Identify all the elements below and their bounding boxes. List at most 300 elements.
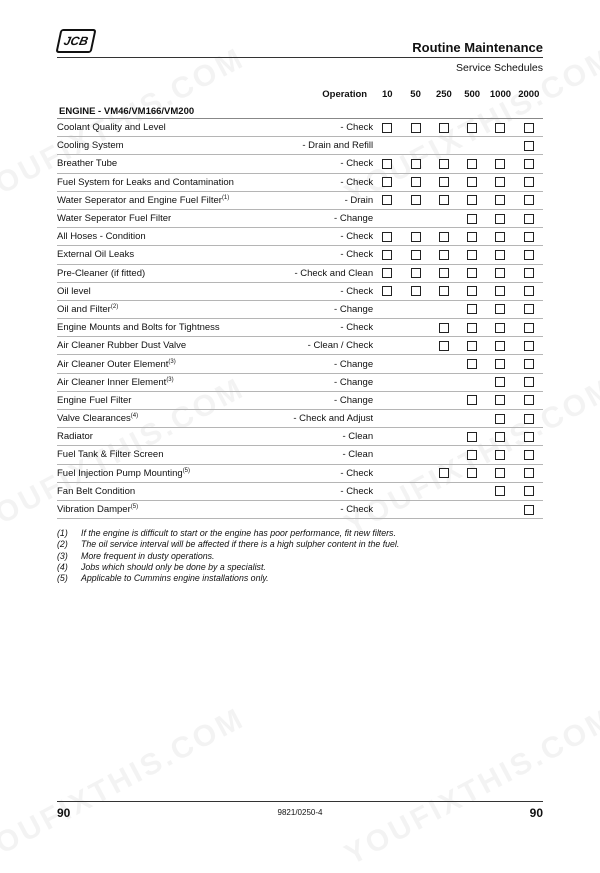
footnote-reference: (5) bbox=[130, 503, 139, 510]
checkbox-icon bbox=[439, 286, 449, 296]
operation-label: - Check and Clean bbox=[257, 264, 373, 282]
interval-cell bbox=[486, 282, 514, 300]
interval-cell bbox=[401, 155, 429, 173]
interval-cell bbox=[401, 373, 429, 391]
footnotes bbox=[57, 528, 399, 584]
interval-column-header: 500 bbox=[464, 88, 481, 100]
interval-cell bbox=[373, 137, 401, 155]
item-label: Breather Tube bbox=[57, 158, 118, 170]
checkbox-icon bbox=[382, 123, 392, 133]
maintenance-item bbox=[57, 282, 257, 300]
checkbox-icon bbox=[411, 286, 421, 296]
item-label: Valve Clearances bbox=[57, 413, 131, 425]
interval-cell bbox=[373, 500, 401, 518]
footnote-number: (2) bbox=[57, 539, 68, 550]
interval-cell bbox=[458, 428, 486, 446]
item-label: Air Cleaner Outer Element bbox=[57, 358, 169, 370]
operation-label: - Check bbox=[257, 319, 373, 337]
interval-cell bbox=[430, 500, 458, 518]
interval-cell bbox=[486, 300, 514, 318]
interval-cell bbox=[430, 228, 458, 246]
item-label: Coolant Quality and Level bbox=[57, 122, 166, 134]
footnote-text: More frequent in dusty operations. bbox=[81, 550, 215, 561]
checkbox-icon bbox=[439, 250, 449, 260]
interval-cell bbox=[458, 228, 486, 246]
interval-cell bbox=[458, 500, 486, 518]
interval-cell bbox=[430, 119, 458, 137]
checkbox-icon bbox=[524, 214, 534, 224]
section-heading-row bbox=[57, 104, 543, 119]
interval-cell bbox=[373, 209, 401, 227]
interval-column-header: 10 bbox=[381, 88, 393, 100]
table-row bbox=[57, 300, 543, 318]
operation-label: - Change bbox=[257, 300, 373, 318]
section-title: ENGINE - VM46/VM166/VM200 bbox=[57, 104, 543, 119]
interval-cell bbox=[515, 209, 543, 227]
interval-cell bbox=[373, 446, 401, 464]
interval-cell bbox=[430, 355, 458, 373]
interval-cell bbox=[430, 282, 458, 300]
interval-cell bbox=[458, 464, 486, 482]
interval-cell bbox=[430, 191, 458, 209]
interval-cell bbox=[458, 319, 486, 337]
footnote-text: Jobs which should only be done by a specialist. bbox=[81, 561, 266, 572]
table-row bbox=[57, 173, 543, 191]
interval-cell bbox=[373, 464, 401, 482]
checkbox-icon bbox=[411, 250, 421, 260]
interval-cell bbox=[430, 410, 458, 428]
interval-cell bbox=[458, 391, 486, 409]
interval-cell bbox=[515, 373, 543, 391]
checkbox-icon bbox=[467, 286, 477, 296]
table-row bbox=[57, 500, 543, 518]
maintenance-item bbox=[57, 373, 257, 391]
interval-cell bbox=[458, 119, 486, 137]
table-row bbox=[57, 482, 543, 500]
interval-column-header: 250 bbox=[435, 88, 452, 100]
interval-cell bbox=[515, 264, 543, 282]
interval-cell bbox=[486, 391, 514, 409]
checkbox-icon bbox=[524, 377, 534, 387]
maintenance-item bbox=[57, 319, 257, 337]
checkbox-icon bbox=[382, 177, 392, 187]
interval-cell bbox=[401, 410, 429, 428]
item-label: Oil level bbox=[57, 285, 91, 297]
interval-cell bbox=[373, 428, 401, 446]
operation-label: - Change bbox=[257, 209, 373, 227]
service-schedule-table bbox=[57, 84, 543, 519]
table-row bbox=[57, 191, 543, 209]
checkbox-icon bbox=[467, 359, 477, 369]
interval-cell bbox=[430, 209, 458, 227]
page-number-left: 90 bbox=[57, 806, 71, 820]
checkbox-icon bbox=[524, 141, 534, 151]
operation-label: - Check bbox=[257, 282, 373, 300]
interval-cell bbox=[486, 373, 514, 391]
header-divider bbox=[57, 57, 543, 58]
checkbox-icon bbox=[439, 468, 449, 478]
interval-cell bbox=[486, 209, 514, 227]
jcb-logo: JCB bbox=[55, 29, 96, 53]
interval-cell bbox=[373, 410, 401, 428]
interval-cell bbox=[458, 191, 486, 209]
footnote-reference: (5) bbox=[182, 467, 191, 474]
footnote-text: Applicable to Cummins engine installations only. bbox=[81, 573, 269, 584]
interval-cell bbox=[515, 119, 543, 137]
checkbox-icon bbox=[495, 268, 505, 278]
checkbox-icon bbox=[495, 286, 505, 296]
checkbox-icon bbox=[495, 450, 505, 460]
checkbox-icon bbox=[467, 123, 477, 133]
interval-cell bbox=[458, 410, 486, 428]
checkbox-icon bbox=[524, 450, 534, 460]
checkbox-icon bbox=[382, 268, 392, 278]
operation-label: - Check bbox=[257, 500, 373, 518]
interval-cell bbox=[373, 155, 401, 173]
table-row bbox=[57, 228, 543, 246]
checkbox-icon bbox=[524, 414, 534, 424]
interval-cell bbox=[515, 191, 543, 209]
interval-cell bbox=[401, 173, 429, 191]
interval-cell bbox=[458, 282, 486, 300]
interval-cell bbox=[458, 355, 486, 373]
checkbox-icon bbox=[439, 232, 449, 242]
table-row bbox=[57, 410, 543, 428]
interval-cell bbox=[373, 173, 401, 191]
checkbox-icon bbox=[524, 468, 534, 478]
item-label: Water Seperator Fuel Filter bbox=[57, 213, 172, 225]
interval-cell bbox=[401, 264, 429, 282]
item-label: Engine Fuel Filter bbox=[57, 394, 132, 406]
checkbox-icon bbox=[467, 232, 477, 242]
interval-cell bbox=[430, 155, 458, 173]
interval-cell bbox=[430, 137, 458, 155]
interval-cell bbox=[373, 319, 401, 337]
checkbox-icon bbox=[467, 250, 477, 260]
interval-cell bbox=[401, 246, 429, 264]
interval-cell bbox=[430, 300, 458, 318]
interval-cell bbox=[401, 137, 429, 155]
table-row bbox=[57, 391, 543, 409]
interval-cell bbox=[401, 355, 429, 373]
page-subtitle: Service Schedules bbox=[456, 62, 543, 74]
interval-cell bbox=[373, 282, 401, 300]
interval-cell bbox=[458, 337, 486, 355]
maintenance-item bbox=[57, 482, 257, 500]
interval-cell bbox=[515, 446, 543, 464]
interval-cell bbox=[401, 300, 429, 318]
checkbox-icon bbox=[495, 323, 505, 333]
checkbox-icon bbox=[467, 395, 477, 405]
footer-divider bbox=[57, 801, 543, 802]
interval-cell bbox=[458, 300, 486, 318]
interval-cell bbox=[486, 482, 514, 500]
interval-cell bbox=[401, 119, 429, 137]
checkbox-icon bbox=[495, 359, 505, 369]
table-header-row bbox=[57, 84, 543, 104]
maintenance-item bbox=[57, 355, 257, 373]
checkbox-icon bbox=[467, 450, 477, 460]
interval-cell bbox=[515, 246, 543, 264]
interval-cell bbox=[515, 300, 543, 318]
checkbox-icon bbox=[467, 195, 477, 205]
maintenance-item bbox=[57, 464, 257, 482]
page-title: Routine Maintenance bbox=[412, 40, 543, 55]
table-row bbox=[57, 355, 543, 373]
checkbox-icon bbox=[495, 395, 505, 405]
interval-cell bbox=[430, 464, 458, 482]
checkbox-icon bbox=[524, 123, 534, 133]
item-label: Engine Mounts and Bolts for Tightness bbox=[57, 322, 220, 334]
checkbox-icon bbox=[524, 432, 534, 442]
checkbox-icon bbox=[411, 159, 421, 169]
checkbox-icon bbox=[495, 377, 505, 387]
footnote-number: (4) bbox=[57, 561, 68, 572]
checkbox-icon bbox=[524, 159, 534, 169]
item-label: Fan Belt Condition bbox=[57, 485, 136, 497]
checkbox-icon bbox=[439, 323, 449, 333]
checkbox-icon bbox=[439, 177, 449, 187]
checkbox-icon bbox=[495, 432, 505, 442]
interval-cell bbox=[430, 482, 458, 500]
interval-cell bbox=[515, 282, 543, 300]
interval-cell bbox=[373, 246, 401, 264]
table-row bbox=[57, 337, 543, 355]
interval-cell bbox=[373, 191, 401, 209]
checkbox-icon bbox=[495, 486, 505, 496]
interval-cell bbox=[401, 282, 429, 300]
interval-cell bbox=[430, 373, 458, 391]
checkbox-icon bbox=[467, 341, 477, 351]
interval-cell bbox=[486, 264, 514, 282]
footnote bbox=[57, 551, 399, 562]
checkbox-icon bbox=[467, 432, 477, 442]
interval-cell bbox=[430, 264, 458, 282]
interval-cell bbox=[486, 410, 514, 428]
item-label: Water Seperator and Engine Fuel Filter bbox=[57, 194, 222, 206]
checkbox-icon bbox=[524, 505, 534, 515]
interval-cell bbox=[458, 373, 486, 391]
footnote-reference: (4) bbox=[130, 412, 139, 419]
checkbox-icon bbox=[411, 268, 421, 278]
interval-cell bbox=[401, 500, 429, 518]
footnote-number: (1) bbox=[57, 528, 68, 538]
checkbox-icon bbox=[467, 323, 477, 333]
interval-cell bbox=[430, 391, 458, 409]
operation-label: - Check bbox=[257, 246, 373, 264]
table-row bbox=[57, 464, 543, 482]
checkbox-icon bbox=[467, 177, 477, 187]
document-number: 9821/0250-4 bbox=[277, 808, 323, 817]
interval-cell bbox=[486, 155, 514, 173]
maintenance-item bbox=[57, 119, 257, 137]
checkbox-icon bbox=[524, 341, 534, 351]
page-number-right: 90 bbox=[529, 806, 543, 820]
interval-cell bbox=[486, 319, 514, 337]
interval-cell bbox=[486, 355, 514, 373]
interval-cell bbox=[486, 173, 514, 191]
checkbox-icon bbox=[439, 195, 449, 205]
maintenance-item bbox=[57, 155, 257, 173]
interval-cell bbox=[458, 482, 486, 500]
interval-column-header: 1000 bbox=[489, 88, 512, 100]
interval-cell bbox=[401, 464, 429, 482]
interval-cell bbox=[486, 246, 514, 264]
interval-cell bbox=[401, 228, 429, 246]
maintenance-item bbox=[57, 410, 257, 428]
checkbox-icon bbox=[439, 268, 449, 278]
checkbox-icon bbox=[495, 304, 505, 314]
interval-cell bbox=[486, 191, 514, 209]
footnote bbox=[57, 539, 399, 550]
item-label: Fuel Tank & Filter Screen bbox=[57, 449, 164, 461]
interval-cell bbox=[373, 355, 401, 373]
operation-label: - Change bbox=[257, 391, 373, 409]
footnote-text: If the engine is difficult to start or the engine has poor performance, fit new filters. bbox=[81, 528, 396, 538]
interval-cell bbox=[486, 337, 514, 355]
item-label: Fuel Injection Pump Mounting bbox=[57, 467, 183, 479]
footnote bbox=[57, 573, 399, 584]
footnote-reference: (2) bbox=[110, 303, 119, 310]
footnote bbox=[57, 528, 399, 539]
checkbox-icon bbox=[382, 232, 392, 242]
interval-cell bbox=[515, 337, 543, 355]
checkbox-icon bbox=[495, 214, 505, 224]
interval-cell bbox=[401, 446, 429, 464]
item-label: Radiator bbox=[57, 431, 93, 443]
checkbox-icon bbox=[524, 250, 534, 260]
interval-cell bbox=[515, 355, 543, 373]
interval-cell bbox=[486, 464, 514, 482]
interval-cell bbox=[401, 482, 429, 500]
maintenance-item bbox=[57, 337, 257, 355]
table-row bbox=[57, 155, 543, 173]
table-row bbox=[57, 282, 543, 300]
interval-cell bbox=[486, 119, 514, 137]
maintenance-item bbox=[57, 228, 257, 246]
maintenance-item bbox=[57, 446, 257, 464]
footnote bbox=[57, 562, 399, 573]
item-label: Fuel System for Leaks and Contamination bbox=[57, 176, 234, 188]
footnote-reference: (3) bbox=[166, 376, 174, 383]
item-label: Air Cleaner Inner Element bbox=[57, 376, 167, 388]
checkbox-icon bbox=[439, 123, 449, 133]
interval-cell bbox=[373, 119, 401, 137]
interval-cell bbox=[458, 137, 486, 155]
interval-cell bbox=[401, 191, 429, 209]
item-column-header bbox=[57, 84, 257, 104]
operation-label: - Check and Adjust bbox=[257, 410, 373, 428]
item-label: External Oil Leaks bbox=[57, 249, 135, 261]
interval-cell bbox=[486, 500, 514, 518]
maintenance-item bbox=[57, 209, 257, 227]
interval-column-header: 50 bbox=[410, 88, 421, 100]
item-label: Oil and Filter bbox=[57, 303, 111, 315]
checkbox-icon bbox=[382, 159, 392, 169]
item-label: Cooling System bbox=[57, 140, 124, 152]
checkbox-icon bbox=[467, 304, 477, 314]
operation-label: - Change bbox=[257, 373, 373, 391]
interval-cell bbox=[401, 209, 429, 227]
table-row bbox=[57, 209, 543, 227]
footnote-text: The oil service interval will be affected if there is a high sulpher content in the fuel. bbox=[81, 539, 400, 550]
operation-label: - Check bbox=[257, 155, 373, 173]
table-row bbox=[57, 119, 543, 137]
maintenance-item bbox=[57, 246, 257, 264]
interval-cell bbox=[458, 209, 486, 227]
checkbox-icon bbox=[495, 468, 505, 478]
interval-cell bbox=[430, 428, 458, 446]
interval-cell bbox=[430, 246, 458, 264]
interval-cell bbox=[373, 264, 401, 282]
checkbox-icon bbox=[467, 468, 477, 478]
interval-cell bbox=[515, 391, 543, 409]
checkbox-icon bbox=[524, 232, 534, 242]
item-label: All Hoses - Condition bbox=[57, 231, 146, 243]
checkbox-icon bbox=[495, 341, 505, 351]
checkbox-icon bbox=[524, 304, 534, 314]
checkbox-icon bbox=[411, 232, 421, 242]
operation-label: - Change bbox=[257, 355, 373, 373]
checkbox-icon bbox=[524, 177, 534, 187]
interval-cell bbox=[373, 228, 401, 246]
interval-cell bbox=[401, 337, 429, 355]
checkbox-icon bbox=[439, 159, 449, 169]
checkbox-icon bbox=[467, 159, 477, 169]
operation-column-header: Operation bbox=[322, 88, 368, 100]
operation-label: - Clean bbox=[257, 446, 373, 464]
checkbox-icon bbox=[495, 414, 505, 424]
table-row bbox=[57, 246, 543, 264]
checkbox-icon bbox=[495, 177, 505, 187]
checkbox-icon bbox=[382, 195, 392, 205]
checkbox-icon bbox=[495, 123, 505, 133]
footnote-number: (5) bbox=[57, 573, 68, 584]
checkbox-icon bbox=[495, 250, 505, 260]
interval-cell bbox=[515, 228, 543, 246]
interval-cell bbox=[515, 137, 543, 155]
checkbox-icon bbox=[495, 159, 505, 169]
interval-cell bbox=[515, 410, 543, 428]
checkbox-icon bbox=[524, 359, 534, 369]
maintenance-item bbox=[57, 264, 257, 282]
maintenance-item bbox=[57, 191, 257, 209]
interval-cell bbox=[515, 155, 543, 173]
checkbox-icon bbox=[382, 250, 392, 260]
footnote-number: (3) bbox=[57, 550, 68, 561]
checkbox-icon bbox=[524, 195, 534, 205]
interval-cell bbox=[401, 391, 429, 409]
checkbox-icon bbox=[524, 268, 534, 278]
maintenance-item bbox=[57, 428, 257, 446]
interval-cell bbox=[430, 173, 458, 191]
interval-cell bbox=[458, 264, 486, 282]
interval-cell bbox=[401, 428, 429, 446]
checkbox-icon bbox=[411, 177, 421, 187]
interval-cell bbox=[515, 173, 543, 191]
maintenance-item bbox=[57, 500, 257, 518]
footnote-reference: (1) bbox=[221, 194, 230, 201]
interval-cell bbox=[486, 428, 514, 446]
table-row bbox=[57, 428, 543, 446]
interval-column-header: 2000 bbox=[518, 88, 540, 100]
item-label: Pre-Cleaner (if fitted) bbox=[57, 267, 146, 279]
interval-cell bbox=[373, 391, 401, 409]
interval-cell bbox=[486, 228, 514, 246]
operation-label: - Check bbox=[257, 228, 373, 246]
interval-cell bbox=[515, 428, 543, 446]
interval-cell bbox=[458, 246, 486, 264]
